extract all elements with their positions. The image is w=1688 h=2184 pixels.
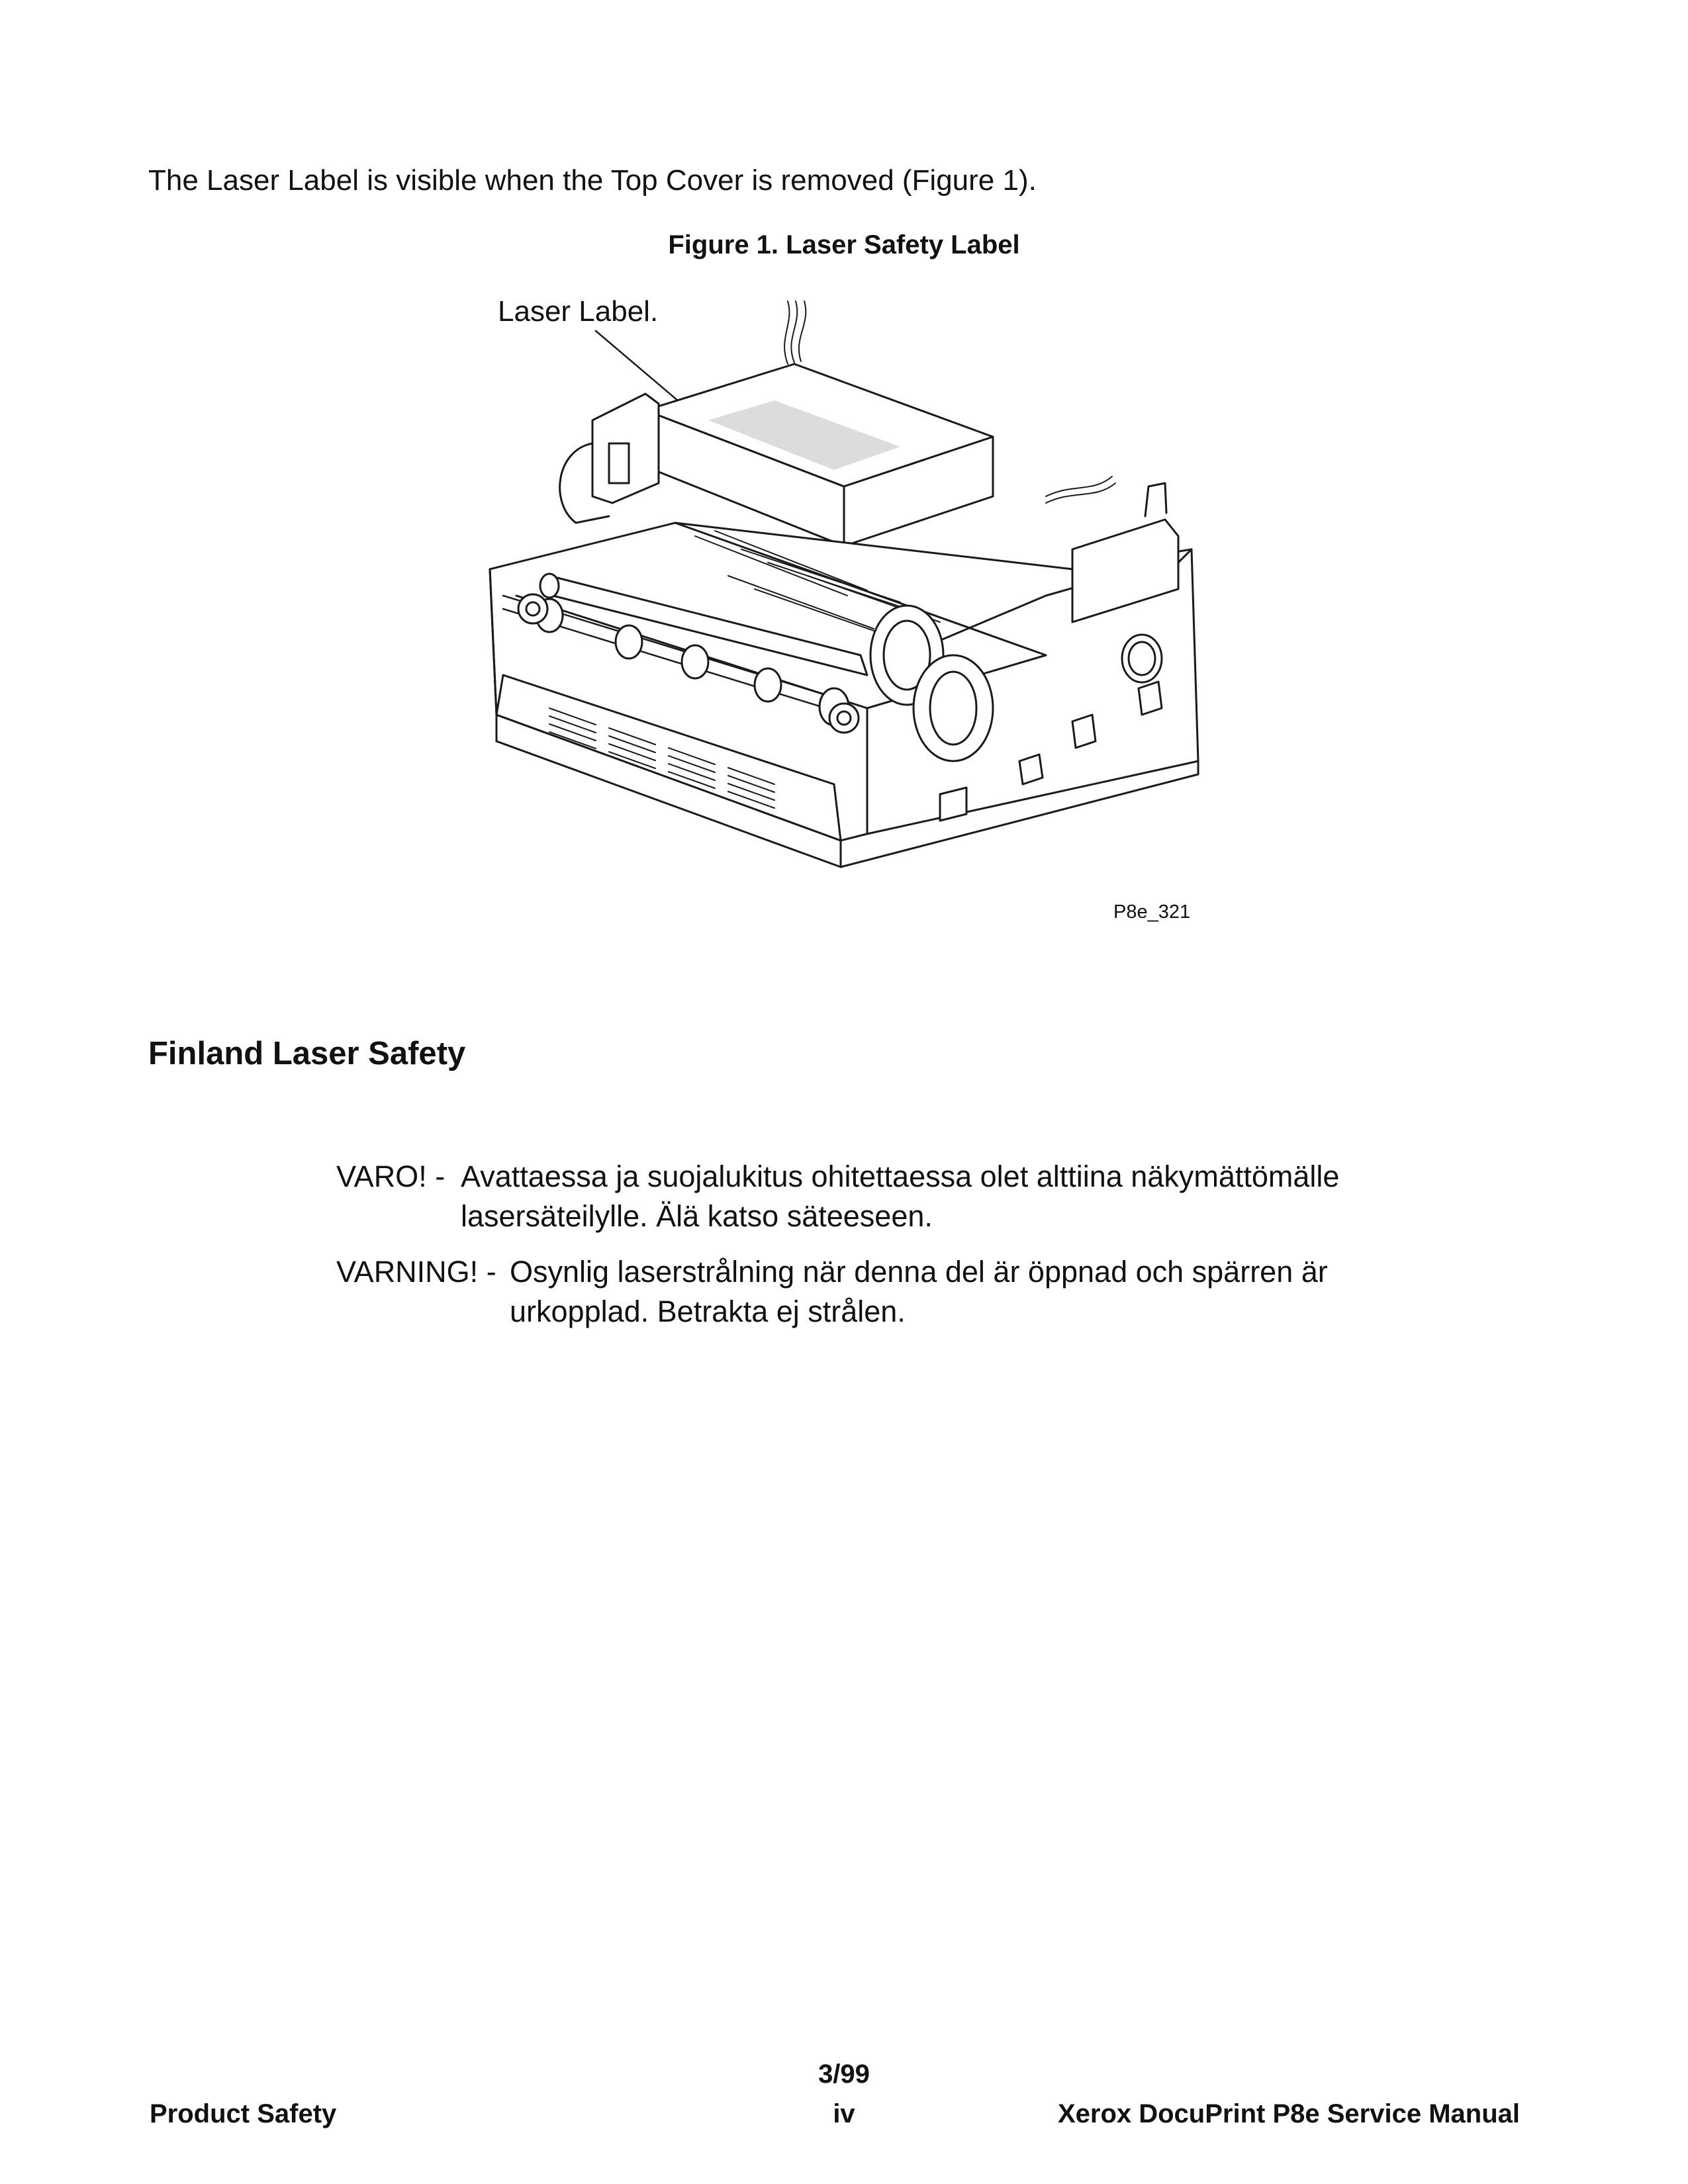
warning-text-line: lasersäteilylle. Älä katso säteeseen. xyxy=(461,1199,933,1233)
footer-date: 3/99 xyxy=(818,2060,870,2089)
footer-manual-title: Xerox DocuPrint P8e Service Manual xyxy=(1057,2099,1520,2128)
laser-label-callout: Laser Label. xyxy=(498,295,659,328)
footer-page-number: iv xyxy=(833,2099,855,2128)
warning-tag: VARO! - xyxy=(336,1160,445,1193)
figure-id: P8e_321 xyxy=(1113,901,1191,923)
printer-illustration xyxy=(477,285,1238,946)
warning-text-line: urkopplad. Betrakta ej strålen. xyxy=(510,1295,906,1328)
warning-swedish xyxy=(336,1252,1462,1338)
figure-caption: Figure 1. Laser Safety Label xyxy=(668,230,1020,259)
warning-finnish xyxy=(336,1157,1462,1243)
warning-tag: VARNING! - xyxy=(336,1255,496,1289)
warning-text-line: Avattaessa ja suojalukitus ohitettaessa olet alttiina näkymättömälle xyxy=(461,1160,1340,1193)
warning-text-line: Osynlig laserstrålning när denna del är öppnad och spärren är xyxy=(510,1255,1328,1289)
footer-section-title: Product Safety xyxy=(150,2099,337,2128)
intro-paragraph: The Laser Label is visible when the Top Cover is removed (Figure 1). xyxy=(148,164,1037,197)
section-heading: Finland Laser Safety xyxy=(148,1036,466,1071)
